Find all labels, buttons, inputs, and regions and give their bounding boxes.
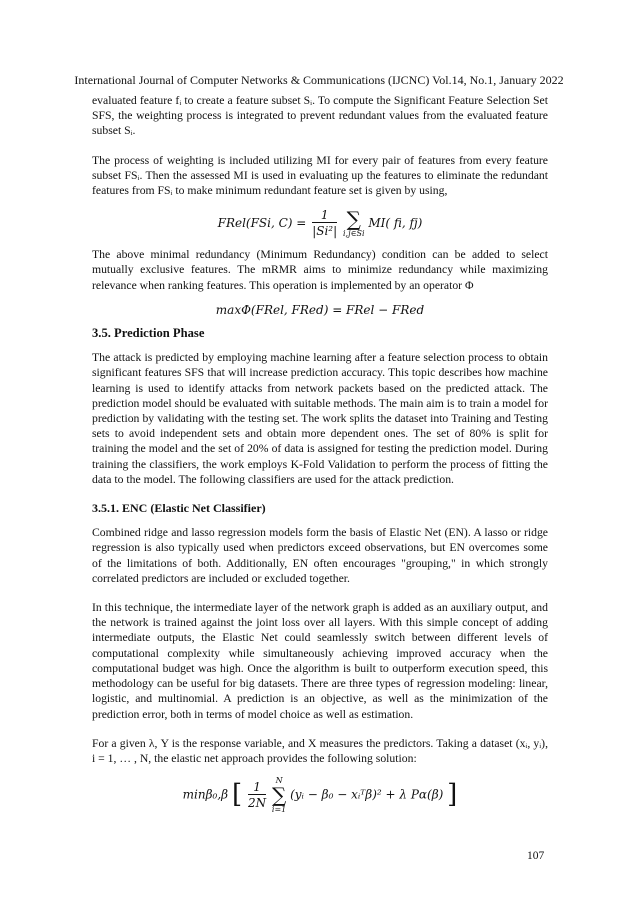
eq3-fraction (248, 780, 266, 811)
sigma-icon: ∑ (346, 207, 361, 232)
subsection-heading-enc: 3.5.1. ENC (Elastic Net Classifier) (92, 501, 266, 516)
eq1-rhs: MI( fi, fj) (368, 216, 423, 231)
eq3-numerator: 1 (248, 780, 266, 795)
eq1-lhs: FRel(FSi, C) = (217, 216, 307, 231)
left-bracket-icon: [ (231, 779, 243, 810)
section-heading-prediction-phase: 3.5. Prediction Phase (92, 326, 205, 341)
eq1-numerator: 1 (312, 208, 337, 223)
equation-mrmr: maxΦ(FRel, FRed) = FRel − FRed (215, 302, 425, 317)
eq3-lhs: minβ₀,β (182, 787, 229, 802)
page-number: 107 (527, 850, 545, 862)
paragraph-7: For a given λ, Y is the response variable, and X measures the predictors. Taking a dataset (xᵢ, yᵢ), i = 1, … , N, the elastic net approach provides the following solution: (92, 736, 548, 765)
page-body (92, 93, 548, 822)
eq3-denominator: 2N (247, 795, 267, 810)
eq1-denominator: |Si²| (312, 224, 338, 239)
sigma-icon: ∑ (271, 783, 287, 808)
paragraph-2: The process of weighting is included utilizing MI for every pair of features from every feature subset FSᵢ. Then the assessed MI is used in evaluating up the features to eliminate the redundant features from FSᵢ to make minimum redundant feature set is given by using, (92, 153, 548, 198)
journal-header: International Journal of Computer Networks & Communications (IJCNC) Vol.14, No.1, January 2022 (74, 73, 564, 87)
eq3-sum-upper: N (275, 776, 283, 786)
paragraph-5: Combined ridge and lasso regression models form the basis of Elastic Net (EN). A lasso or ridge regression is also typically used when predictors exceed observations, but EN overcomes some of the limitations of both. Additionally, EN often encourages "grouping," in which strongly correlated predictors are included or excluded together. (92, 526, 548, 585)
paragraph-6: In this technique, the intermediate layer of the network graph is added as an auxiliary output, and the network is trained against the joint loss over all layers. With this simple concept of adding intermediate outputs, the Elastic Net could seamlessly switch between different levels of computational complexity while simultaneously achieving improved accuracy when the computational budget was high. Once the algorithm is built to outperform execution speed, this methodology can be useful for big datasets. There are three types of regression modeling: linear, logistic, and multinomial. A prediction is an objective, as well as the minimization of the prediction error, both in terms of model choice as well as estimation. (92, 601, 548, 721)
eq3-sum-lower: i=1 (271, 805, 287, 815)
paragraph-3: The above minimal redundancy (Minimum Redundancy) condition can be added to select mutually exclusive features. The mRMR aims to minimize redundancy while maximizing relevance when ranking features. This operation is implemented by an operator Φ (92, 248, 548, 292)
eq1-fraction (312, 208, 337, 239)
eq3-rhs: (yᵢ − β₀ − xᵢᵀβ)² + λ Pα(β) (290, 787, 444, 802)
eq1-summation (343, 209, 365, 238)
right-bracket-icon: ] (447, 779, 458, 810)
eq1-sum-index: i,j∈Si (342, 229, 365, 239)
equation-redundancy (92, 208, 548, 239)
paragraph-1: evaluated feature fᵢ to create a feature subset Sᵢ. To compute the Significant Feature Selection Set SFS, the weighting process is integrated to prevent redundant values from the evaluated feature subset Sᵢ. (92, 94, 548, 138)
paragraph-4: The attack is predicted by employing machine learning after a feature selection process to obtain significant features SFS that will increase prediction accuracy. This topic describes how machine learning is used to identify attacks from network packets based on the predicted attack. The prediction model should be evaluated with suitable methods. The main aim is to train a model for prediction by validating with the testing set. The work splits the dataset into Training and Testing sets to avoid independent sets and obtain more dependent ones. The set of 80% is split for training the model and the set of 20% of data is assigned for testing the prediction model. During training the classifiers, the work employs K-Fold Validation to perform the process of fitting the data to the model. The following classifiers are used for the attack prediction. (92, 351, 548, 486)
equation-elastic-net (92, 776, 548, 814)
eq3-summation (272, 776, 286, 814)
